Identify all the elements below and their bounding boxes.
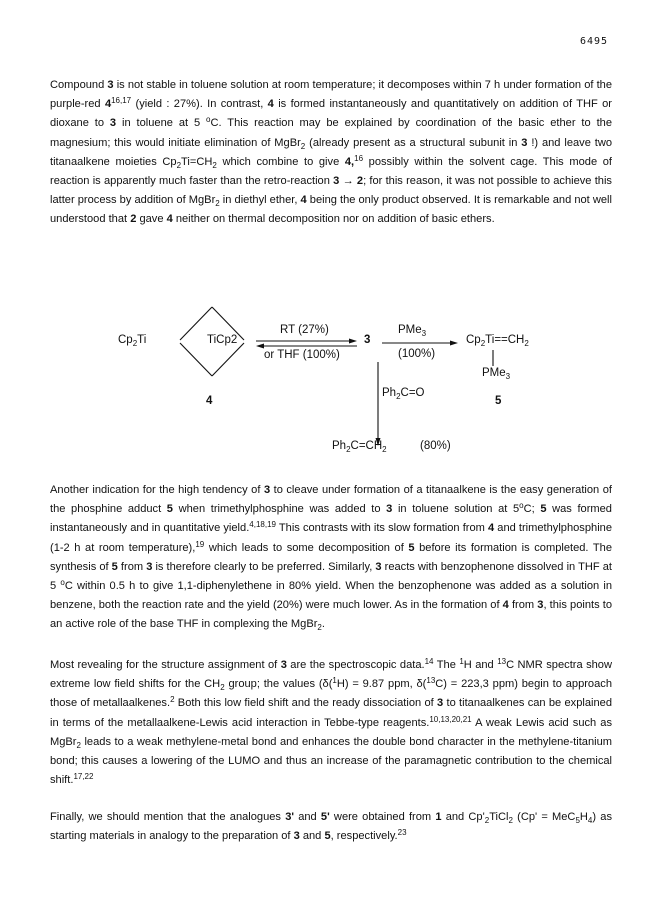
text: C. This reaction may be explained by coordination of the basic ether to the magnesium; this would initiate elimination of MgBr <box>50 117 612 149</box>
text: C NMR spectra show extreme low field shifts for the CH <box>50 659 612 691</box>
text: (yield : 27%). In contrast, <box>131 98 268 111</box>
compound-4-left-group: $Cp_2Ti$ <box>118 334 147 348</box>
compound-ref: 3 <box>333 175 340 188</box>
citation: 10,13,20,21 <box>429 714 472 724</box>
degree-sign: o <box>60 578 65 588</box>
subscript: 2 <box>176 160 182 170</box>
compound-ref: 3 <box>521 136 528 149</box>
paragraph-4 <box>50 808 612 846</box>
isotope-mass: 13 <box>426 676 436 686</box>
text: before its formation is completed. The synthesis of <box>50 541 612 573</box>
compound-ref: 5' <box>320 811 330 823</box>
text: , respectively. <box>330 830 398 843</box>
compound-ref: 4 <box>166 213 173 226</box>
text: is not stable in toluene solution at room temperature; it decomposes within 7 h under formation of the purple-red <box>50 79 612 111</box>
text: . <box>321 618 325 631</box>
compound-ref: 3 <box>293 830 300 843</box>
isotope-mass: 13 <box>497 657 507 666</box>
text: H <box>579 811 588 823</box>
paragraph-3 <box>50 656 612 790</box>
paragraph-1 <box>50 76 612 230</box>
text: Most revealing for the structure assignment of <box>50 659 281 671</box>
citation: 16 <box>354 153 364 163</box>
text: ; for this reason, it was not possible to achieve this latter process by addition of MgBr <box>50 175 612 207</box>
text: possibly within the solvent cage. This mode of reaction is apparently much faster than the retro-reaction <box>50 155 612 188</box>
text: to titanaalkenes can be explained in terms of the metallaalkene-Lewis acid interaction in Tebbe-type reagents. <box>50 697 613 729</box>
text: Ti=CH <box>181 155 213 168</box>
text: leads to a weak methylene-metal bond and enhances the double bond character in the methylene-titanium bond; this causes a lowering of the LUMO and thus an increase of the paramagnetic contribution to the chemical shift. <box>50 735 612 787</box>
text: C within 0.5 h to give 1,1-diphenylethene in 80% yield. When the benzophenone was added as a solution in benzene, both the reaction rate and the yield (20%) were much lower. As in the formation of <box>50 580 612 612</box>
compound-ref: 3 <box>537 599 544 612</box>
text: reacts with benzophenone dissolved in THF at 5 <box>50 560 612 593</box>
citation: 19 <box>195 539 205 549</box>
text: Finally, we should mention that the analogues <box>50 811 286 823</box>
condition-thf: or THF (100%) <box>264 349 340 361</box>
subscript: 2 <box>212 160 217 170</box>
compound-ref: 3 <box>386 503 393 516</box>
text: C) = 223,3 ppm) begin to approach those of metallaalkenes. <box>50 678 612 710</box>
text: when trimethylphosphine was added to <box>172 503 387 516</box>
product-5-pme3: PMe$_3$ <box>482 367 511 381</box>
ring-bond <box>212 343 244 376</box>
text: gave <box>136 213 167 226</box>
compound-ref: 3' <box>285 811 294 823</box>
citation: 23 <box>397 828 407 838</box>
text: is therefore clearly to be preferred. Similarly, <box>152 560 376 573</box>
text: Another indication for the high tendency of <box>50 484 264 496</box>
compound-ref: 3 <box>375 560 382 573</box>
yield-100: (100%) <box>398 348 436 360</box>
citation: 2 <box>170 695 175 705</box>
page-number: 6495 <box>580 36 609 47</box>
compound-ref: 5 <box>111 560 118 573</box>
reagent-pme3: PMe$_3$ <box>398 324 427 338</box>
compound-ref: 4 <box>488 522 495 535</box>
reaction-scheme <box>0 290 672 460</box>
citation: 17,22 <box>73 772 94 782</box>
text: (Cp' = MeC <box>512 811 576 823</box>
compound-ref: 3 <box>109 117 117 130</box>
text: (already present as a structural subunit in <box>305 136 522 149</box>
compound-ref: 2 <box>356 175 364 188</box>
subscript: 2 <box>508 816 513 825</box>
text: from <box>508 599 538 612</box>
text: and trimethylphosphine (1-2 h at room temperature), <box>50 522 612 554</box>
text: is formed instantaneously and quantitatively on addition of THF or dioxane to <box>50 98 612 130</box>
isotope-mass: 1 <box>459 657 464 666</box>
subscript: 5 <box>575 816 580 825</box>
degree-sign: o <box>519 501 524 511</box>
compound-ref: 3 <box>263 484 271 496</box>
ring-bond <box>180 343 212 376</box>
text: group; the values (δ( <box>224 678 333 691</box>
compound-ref: 3 <box>437 697 444 710</box>
scheme-lines <box>0 290 672 460</box>
text: which leads to some decomposition of <box>204 541 409 554</box>
text: and Cp' <box>441 811 485 823</box>
text: were obtained from <box>329 811 436 823</box>
subscript: 2 <box>300 141 306 151</box>
citation: 14 <box>424 657 434 666</box>
degree-sign: o <box>206 115 211 125</box>
reagent-benzophenone: $Ph_2C=O$ <box>382 387 425 401</box>
subscript: 2 <box>317 623 322 633</box>
compound-label-5: 5 <box>495 395 502 407</box>
text: to cleave under formation of a titanaalkene is the easy generation of the phosphine adduct <box>50 484 612 516</box>
text: ) as starting materials in analogy to the preparation of <box>50 811 612 843</box>
compound-ref: 4 <box>104 98 112 111</box>
compound-ref: 5 <box>166 503 173 516</box>
text: from <box>117 560 147 573</box>
compound-label-3: 3 <box>364 334 371 346</box>
compound-ref: 2 <box>130 213 137 226</box>
text: !) and leave two titanaalkene moieties Cp <box>50 136 613 168</box>
text: This contrasts with its slow formation from <box>275 522 488 535</box>
text: Both this low field shift and the ready dissociation of <box>174 697 438 710</box>
text: and <box>299 830 325 843</box>
isotope-mass: 1 <box>332 676 337 686</box>
compound-label-4: 4 <box>206 395 213 407</box>
product-5-formula: $Cp_2Ti==CH_2$ <box>466 334 529 348</box>
compound-ref: 5 <box>324 830 331 843</box>
subscript: 2 <box>76 740 81 750</box>
compound-ref: 4, <box>344 155 355 168</box>
text: C; <box>523 503 541 516</box>
backward-arrowhead <box>256 344 264 349</box>
citation: 4,18,19 <box>249 520 276 530</box>
text: which combine to give <box>216 155 345 168</box>
compound-ref: 3 <box>280 659 287 671</box>
compound-ref: 4 <box>300 194 307 207</box>
compound-ref: 3 <box>107 79 114 91</box>
compound-ref: 4 <box>267 98 274 111</box>
text: was formed instantaneously and in quantitative yield. <box>50 503 612 535</box>
text: TiCl <box>489 811 509 823</box>
forward-arrowhead <box>349 339 357 344</box>
text: The <box>433 659 460 671</box>
condition-rt: RT (27%) <box>280 324 329 336</box>
text: in toluene at 5 <box>116 117 207 130</box>
compound-4-right-group: TiCp2 <box>207 334 238 346</box>
text: being the only product observed. It is remarkable and not well understood that <box>50 194 612 226</box>
text: in toluene solution at 5 <box>392 503 520 516</box>
compound-ref: 1 <box>435 811 442 823</box>
text: H) = 9.87 ppm, δ( <box>336 678 427 691</box>
subscript: 2 <box>484 816 490 825</box>
compound-ref: 4 <box>502 599 509 612</box>
reaction-arrow-text: → <box>339 175 357 188</box>
citation: 16,17 <box>111 96 132 106</box>
text: , this points to an active role of the base THF in complexing the MgBr <box>50 599 612 631</box>
text: are the spectroscopic data. <box>286 659 425 671</box>
text: in diethyl ether, <box>219 194 301 207</box>
text: H and <box>463 659 498 671</box>
compound-ref: 3 <box>146 560 153 573</box>
final-product: $Ph_2C=CH_2$ <box>332 440 387 454</box>
compound-ref: 5 <box>408 541 415 554</box>
final-yield: (80%) <box>420 440 451 452</box>
subscript: 2 <box>215 199 220 209</box>
paragraph-2 <box>50 481 612 635</box>
text: and <box>294 811 321 823</box>
pme3-arrowhead <box>450 341 458 346</box>
text: neither on thermal decomposition nor on addition of basic ethers. <box>172 213 495 226</box>
subscript: 4 <box>587 816 593 825</box>
text: A weak Lewis acid such as MgBr <box>50 716 612 748</box>
subscript: 2 <box>220 683 225 693</box>
compound-ref: 5 <box>540 503 547 516</box>
text: Compound <box>50 79 108 91</box>
